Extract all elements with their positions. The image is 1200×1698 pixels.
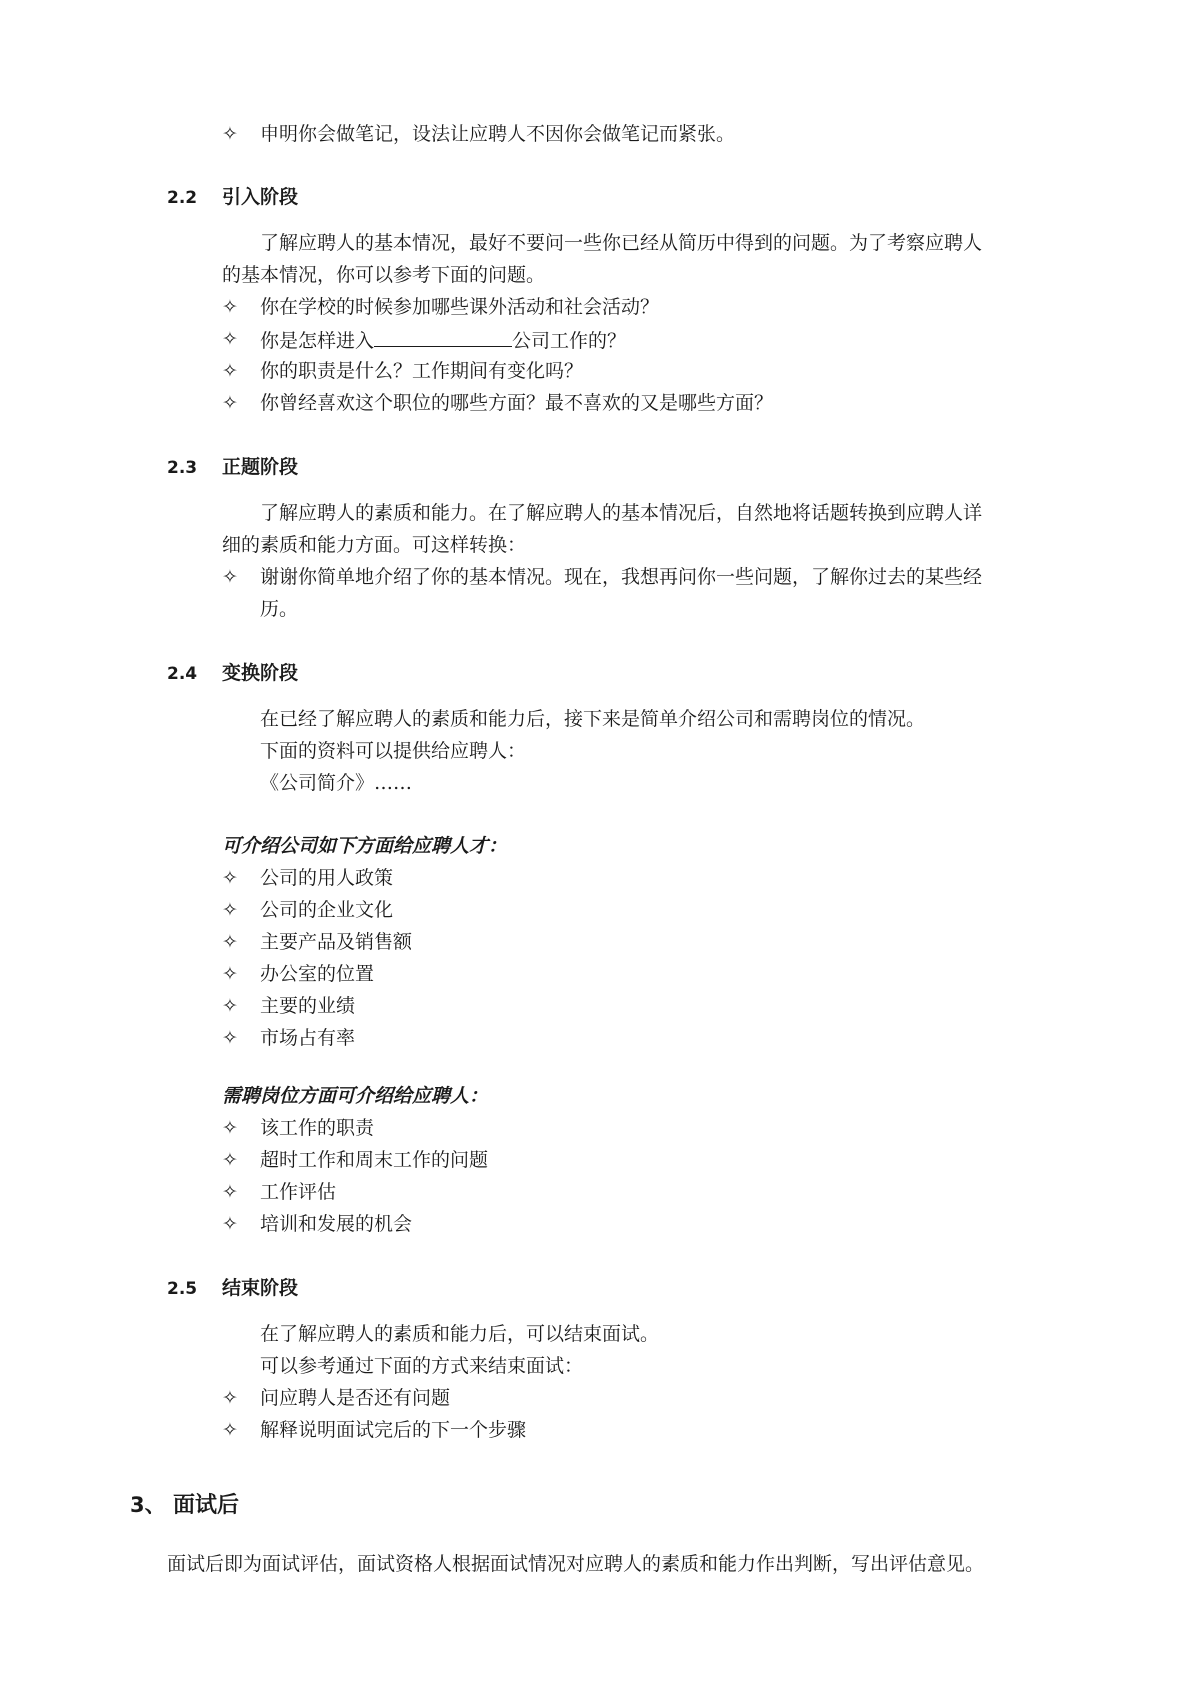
company-intro-reference: 《公司简介》……	[260, 772, 413, 794]
section-2-4-title: 变换阶段	[222, 662, 299, 684]
bullet-icon: ✧	[222, 1027, 238, 1049]
bullet-icon: ✧	[222, 566, 238, 588]
bullet-icon: ✧	[222, 931, 238, 953]
job-item: 超时工作和周末工作的问题	[260, 1149, 489, 1171]
question-item: 你的职责是什么？工作期间有变化吗？	[260, 360, 584, 382]
company-item: 主要产品及销售额	[260, 931, 413, 953]
closing-item: 解释说明面试完后的下一个步骤	[260, 1419, 527, 1441]
section-2-3-title: 正题阶段	[222, 456, 299, 478]
section-2-2-number: 2.2	[167, 188, 198, 208]
bullet-icon: ✧	[222, 123, 238, 145]
closing-item: 问应聘人是否还有问题	[260, 1387, 451, 1409]
section-2-2-title: 引入阶段	[222, 186, 299, 208]
bullet-icon: ✧	[222, 899, 238, 921]
section-2-4-line2: 下面的资料可以提供给应聘人：	[260, 740, 527, 762]
fill-in-blank	[374, 326, 512, 347]
question-item	[260, 326, 626, 354]
bullet-icon: ✧	[222, 328, 238, 350]
section-2-5-number: 2.5	[167, 1279, 198, 1299]
company-items-heading: 可介绍公司如下方面给应聘人才：	[222, 835, 508, 857]
company-item: 办公室的位置	[260, 963, 375, 985]
bullet-icon: ✧	[222, 963, 238, 985]
intro-bullet-text: 申明你会做笔记，设法让应聘人不因你会做笔记而紧张。	[260, 123, 736, 145]
company-item: 市场占有率	[260, 1027, 356, 1049]
bullet-icon: ✧	[222, 867, 238, 889]
bullet-icon: ✧	[222, 296, 238, 318]
bullet-icon: ✧	[222, 360, 238, 382]
job-item: 培训和发展的机会	[260, 1213, 413, 1235]
section-2-4-line1: 在已经了解应聘人的素质和能力后，接下来是简单介绍公司和需聘岗位的情况。	[260, 708, 926, 730]
bullet-icon: ✧	[222, 995, 238, 1017]
section-2-3-bullet-line1: 谢谢你简单地介绍了你的基本情况。现在，我想再问你一些问题，了解你过去的某些经	[260, 566, 983, 588]
section-2-3-paragraph-line1: 了解应聘人的素质和能力。在了解应聘人的基本情况后，自然地将话题转换到应聘人详	[260, 502, 983, 524]
bullet-icon: ✧	[222, 1387, 238, 1409]
question-item: 你曾经喜欢这个职位的哪些方面？最不喜欢的又是哪些方面？	[260, 392, 774, 414]
section-2-2-paragraph-line1: 了解应聘人的基本情况，最好不要问一些你已经从简历中得到的问题。为了考察应聘人	[260, 232, 983, 254]
job-item: 该工作的职责	[260, 1117, 375, 1139]
bullet-icon: ✧	[222, 1149, 238, 1171]
section-2-3-bullet-line2: 历。	[260, 598, 299, 620]
section-3-number: 3、	[130, 1493, 166, 1517]
section-2-4-number: 2.4	[167, 664, 198, 684]
bullet-icon: ✧	[222, 1181, 238, 1203]
company-item: 主要的业绩	[260, 995, 356, 1017]
section-2-2-paragraph-line2: 的基本情况，你可以参考下面的问题。	[222, 264, 546, 286]
section-2-3-paragraph-line2: 细的素质和能力方面。可这样转换：	[222, 534, 527, 556]
job-items-heading: 需聘岗位方面可介绍给应聘人：	[222, 1085, 489, 1107]
section-2-3-number: 2.3	[167, 458, 198, 478]
bullet-icon: ✧	[222, 1419, 238, 1441]
company-item: 公司的企业文化	[260, 899, 394, 921]
question-text-before-blank: 你是怎样进入	[260, 330, 375, 352]
section-2-5-title: 结束阶段	[222, 1277, 299, 1299]
bullet-icon: ✧	[222, 1117, 238, 1139]
section-3-title: 面试后	[173, 1492, 240, 1518]
section-2-5-line2: 可以参考通过下面的方式来结束面试：	[260, 1355, 584, 1377]
section-2-5-line1: 在了解应聘人的素质和能力后，可以结束面试。	[260, 1323, 660, 1345]
job-item: 工作评估	[260, 1181, 337, 1203]
question-item: 你在学校的时候参加哪些课外活动和社会活动？	[260, 296, 660, 318]
bullet-icon: ✧	[222, 1213, 238, 1235]
company-item: 公司的用人政策	[260, 867, 394, 889]
bullet-icon: ✧	[222, 392, 238, 414]
question-text-after-blank: 公司工作的？	[512, 330, 627, 352]
section-3-paragraph: 面试后即为面试评估，面试资格人根据面试情况对应聘人的素质和能力作出判断，写出评估意见。	[167, 1553, 985, 1575]
